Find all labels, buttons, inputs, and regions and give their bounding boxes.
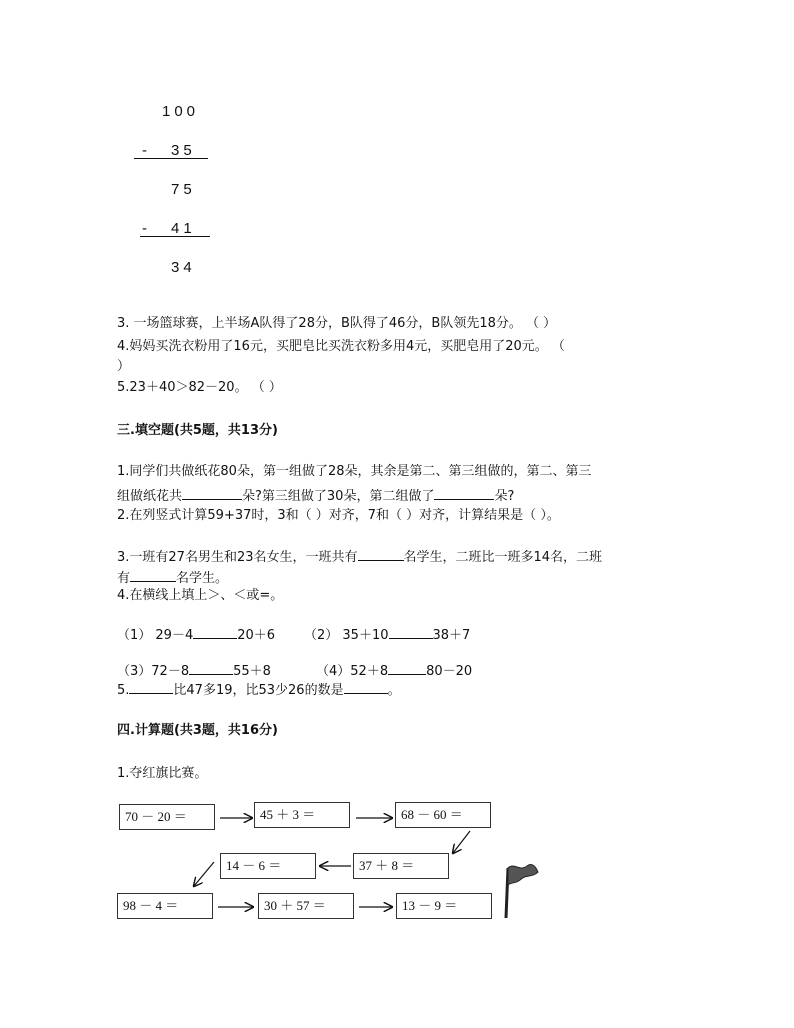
judge-q4-bracket: ） [117,359,131,374]
fill-q3-text4: 名学生。 [176,571,229,586]
compare-3-left: （3）72－8 [117,664,190,679]
expr-box-14-6[interactable]: 14 － 6 ＝ [220,853,316,879]
minus-sign-1: - [142,142,151,159]
expr-box-30-57[interactable]: 30 ＋ 57 ＝ [258,893,354,919]
section3-title: 三.填空题(共5题，共13分) [117,423,278,438]
fill-q5-prefix: 5. [117,683,130,698]
fill-q5-text: 比47多19，比53少26的数是 [173,683,344,698]
fill-q1-line1: 1.同学们共做纸花80朵，第一组做了28朵，其余是第二、第三组做的，第二、第三 [117,464,592,479]
compare-1-right: 20＋6 [237,628,276,643]
expr-box-70-20[interactable]: 70 － 20 ＝ [119,804,215,830]
compare-2-left: （2） 35＋10 [304,628,389,643]
fill-q2: 2.在列竖式计算59+37时，3和（ ）对齐，7和（ ）对齐，计算结果是（ ）。 [117,508,560,523]
minus-sign-2: - [142,220,151,237]
compare-2-right: 38＋7 [432,628,471,643]
fill-q5-end: 。 [387,683,401,698]
expr-box-13-9[interactable]: 13 － 9 ＝ [396,893,492,919]
compare-1-left: （1） 29－4 [117,628,194,643]
fill-q3-text3: 有 [117,571,131,586]
expr-box-68-60[interactable]: 68 － 60 ＝ [395,802,491,828]
fill-q3-text1: 3.一班有27名男生和23名女生，一班共有 [117,550,358,565]
red-flag-icon [506,865,538,918]
arrow-down-left-1 [453,831,470,853]
judge-q4: 4.妈妈买洗衣粉用了16元，买肥皂比买洗衣粉多用4元，买肥皂用了20元。 （ [117,339,565,354]
calc-q1-title: 1.夺红旗比赛。 [117,766,208,781]
vertical-line-1: 100 [162,103,200,120]
vertical-line-5: 34 [171,259,196,276]
fill-q1-text3: 朵? [494,489,515,504]
vertical-line-2: 35 [171,142,196,159]
expr-box-45-3[interactable]: 45 ＋ 3 ＝ [254,802,350,828]
expr-box-98-4[interactable]: 98 － 4 ＝ [117,893,213,919]
compare-3-right: 55＋8 [233,664,271,679]
section4-title: 四.计算题(共3题，共16分) [117,723,278,738]
fill-q1-text2: 朵?第三组做了30朵，第二组做了 [242,489,435,504]
fill-q1-text1: 组做纸花共 [117,489,183,504]
judge-q5: 5.23＋40＞82－20。 （ ） [117,380,282,395]
vertical-line-3: 75 [171,181,196,198]
arrow-down-left-2 [194,862,214,886]
vertical-line-4: 41 [171,220,196,237]
compare-4-left: （4）52＋8 [316,664,389,679]
compare-4-right: 80－20 [426,664,473,679]
expr-box-37-8[interactable]: 37 ＋ 8 ＝ [353,853,449,879]
judge-q3: 3. 一场篮球赛，上半场A队得了28分，B队得了46分，B队领先18分。 （ ） [117,316,557,331]
fill-q4-title: 4.在横线上填上＞、＜或=。 [117,588,284,603]
fill-q3-text2: 名学生，二班比一班多14名，二班 [403,550,603,565]
